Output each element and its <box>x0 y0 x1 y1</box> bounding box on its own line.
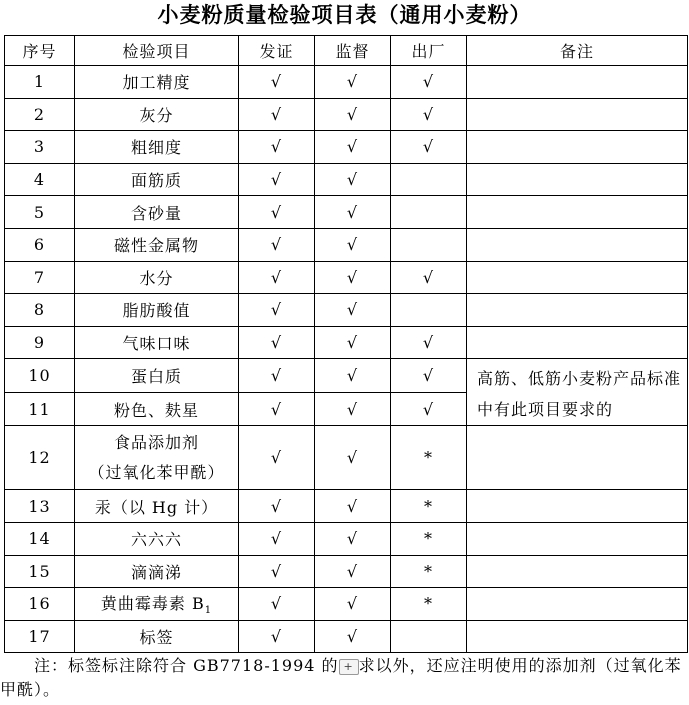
cert-check: √ <box>239 66 315 99</box>
header-supervision: 监督 <box>315 36 391 66</box>
supervision-check: √ <box>315 555 391 588</box>
supervision-check: √ <box>315 426 391 490</box>
table-row <box>5 588 688 621</box>
item-cell <box>75 588 239 621</box>
remark-cell <box>467 620 688 653</box>
supervision-check: √ <box>315 98 391 131</box>
factory-check <box>391 196 467 229</box>
seq-cell: 12 <box>5 426 75 490</box>
remark-cell <box>467 131 688 164</box>
item-cell: 水分 <box>75 261 239 294</box>
inspection-table <box>4 35 688 653</box>
factory-check <box>391 294 467 327</box>
item-subscript: 1 <box>204 605 213 617</box>
table-row <box>5 426 688 490</box>
cert-check: √ <box>239 98 315 131</box>
seq-cell: 8 <box>5 294 75 327</box>
supervision-check: √ <box>315 326 391 359</box>
header-remark: 备注 <box>467 36 688 66</box>
supervision-check: √ <box>315 261 391 294</box>
table-row <box>5 163 688 196</box>
item-cell: 蛋白质 <box>75 359 239 393</box>
cert-check: √ <box>239 392 315 426</box>
seq-cell: 10 <box>5 359 75 393</box>
supervision-check: √ <box>315 490 391 523</box>
table-row <box>5 228 688 261</box>
factory-check: √ <box>391 131 467 164</box>
remark-cell <box>467 426 688 490</box>
cert-check: √ <box>239 490 315 523</box>
factory-check <box>391 620 467 653</box>
seq-cell: 4 <box>5 163 75 196</box>
table-row <box>5 294 688 327</box>
factory-check <box>391 228 467 261</box>
seq-cell: 7 <box>5 261 75 294</box>
add-overlay-button[interactable]: + <box>339 659 359 675</box>
supervision-check: √ <box>315 392 391 426</box>
header-factory: 出厂 <box>391 36 467 66</box>
item-cell <box>75 426 239 490</box>
supervision-check: √ <box>315 131 391 164</box>
cert-check: √ <box>239 359 315 393</box>
cert-check: √ <box>239 131 315 164</box>
factory-check: √ <box>391 326 467 359</box>
footnote <box>0 654 689 702</box>
item-cell: 六六六 <box>75 522 239 555</box>
item-main: 黄曲霉毒素 B <box>100 594 205 614</box>
supervision-check: √ <box>315 294 391 327</box>
seq-cell: 5 <box>5 196 75 229</box>
table-row <box>5 261 688 294</box>
seq-cell: 9 <box>5 326 75 359</box>
remark-cell <box>467 294 688 327</box>
remark-cell <box>467 98 688 131</box>
table-row <box>5 66 688 99</box>
item-cell: 面筋质 <box>75 163 239 196</box>
supervision-check: √ <box>315 163 391 196</box>
seq-cell: 1 <box>5 66 75 99</box>
table-row <box>5 131 688 164</box>
supervision-check: √ <box>315 522 391 555</box>
seq-cell: 3 <box>5 131 75 164</box>
seq-cell: 16 <box>5 588 75 621</box>
remark-cell <box>467 326 688 359</box>
remark-cell <box>467 163 688 196</box>
remark-cell <box>467 66 688 99</box>
factory-asterisk: * <box>391 426 467 490</box>
remark-cell <box>467 490 688 523</box>
cert-check: √ <box>239 163 315 196</box>
seq-cell: 2 <box>5 98 75 131</box>
footnote-part-2: 求以外，还应注明使用的添加剂（过氧化苯甲酰）。 <box>0 656 682 699</box>
header-cert: 发证 <box>239 36 315 66</box>
cert-check: √ <box>239 294 315 327</box>
cert-check: √ <box>239 555 315 588</box>
cert-check: √ <box>239 620 315 653</box>
table-row <box>5 326 688 359</box>
supervision-check: √ <box>315 588 391 621</box>
factory-asterisk: * <box>391 490 467 523</box>
remark-protein-note: 高筋、低筋小麦粉产品标准中有此项目要求的 <box>467 359 688 426</box>
factory-check: √ <box>391 392 467 426</box>
factory-check: √ <box>391 359 467 393</box>
cert-check: √ <box>239 326 315 359</box>
remark-cell <box>467 228 688 261</box>
cert-check: √ <box>239 196 315 229</box>
header-item: 检验项目 <box>75 36 239 66</box>
supervision-check: √ <box>315 196 391 229</box>
item-cell: 粉色、麸星 <box>75 392 239 426</box>
item-cell: 加工精度 <box>75 66 239 99</box>
cert-check: √ <box>239 228 315 261</box>
item-line-1: 食品添加剂 <box>113 432 199 452</box>
factory-asterisk: * <box>391 522 467 555</box>
supervision-check: √ <box>315 359 391 393</box>
table-row <box>5 555 688 588</box>
cert-check: √ <box>239 261 315 294</box>
factory-asterisk: * <box>391 555 467 588</box>
remark-cell <box>467 261 688 294</box>
document-title: 小麦粉质量检验项目表（通用小麦粉） <box>157 3 532 27</box>
factory-check: √ <box>391 66 467 99</box>
item-cell: 含砂量 <box>75 196 239 229</box>
factory-check <box>391 163 467 196</box>
remark-cell <box>467 196 688 229</box>
cert-check: √ <box>239 426 315 490</box>
seq-cell: 17 <box>5 620 75 653</box>
table-row <box>5 98 688 131</box>
table-row <box>5 522 688 555</box>
item-cell: 脂肪酸值 <box>75 294 239 327</box>
seq-cell: 13 <box>5 490 75 523</box>
item-line-2: （过氧化苯甲酰） <box>88 462 225 482</box>
seq-cell: 6 <box>5 228 75 261</box>
seq-cell: 11 <box>5 392 75 426</box>
table-row <box>5 196 688 229</box>
remark-cell <box>467 555 688 588</box>
supervision-check: √ <box>315 620 391 653</box>
remark-cell <box>467 522 688 555</box>
item-cell: 汞（以 Hg 计） <box>75 490 239 523</box>
remark-cell <box>467 588 688 621</box>
item-cell: 磁性金属物 <box>75 228 239 261</box>
header-seq: 序号 <box>5 36 75 66</box>
table-row <box>5 620 688 653</box>
footnote-part-1: 注：标签标注除符合 GB7718-1994 的 <box>34 656 339 675</box>
seq-cell: 14 <box>5 522 75 555</box>
table-row <box>5 359 688 393</box>
factory-asterisk: * <box>391 588 467 621</box>
item-cell: 粗细度 <box>75 131 239 164</box>
supervision-check: √ <box>315 66 391 99</box>
supervision-check: √ <box>315 228 391 261</box>
cert-check: √ <box>239 522 315 555</box>
factory-check: √ <box>391 98 467 131</box>
seq-cell: 15 <box>5 555 75 588</box>
factory-check: √ <box>391 261 467 294</box>
table-row <box>5 490 688 523</box>
item-cell: 滴滴涕 <box>75 555 239 588</box>
item-cell: 标签 <box>75 620 239 653</box>
table-header-row <box>5 36 688 66</box>
item-cell: 气味口味 <box>75 326 239 359</box>
item-cell: 灰分 <box>75 98 239 131</box>
cert-check: √ <box>239 588 315 621</box>
